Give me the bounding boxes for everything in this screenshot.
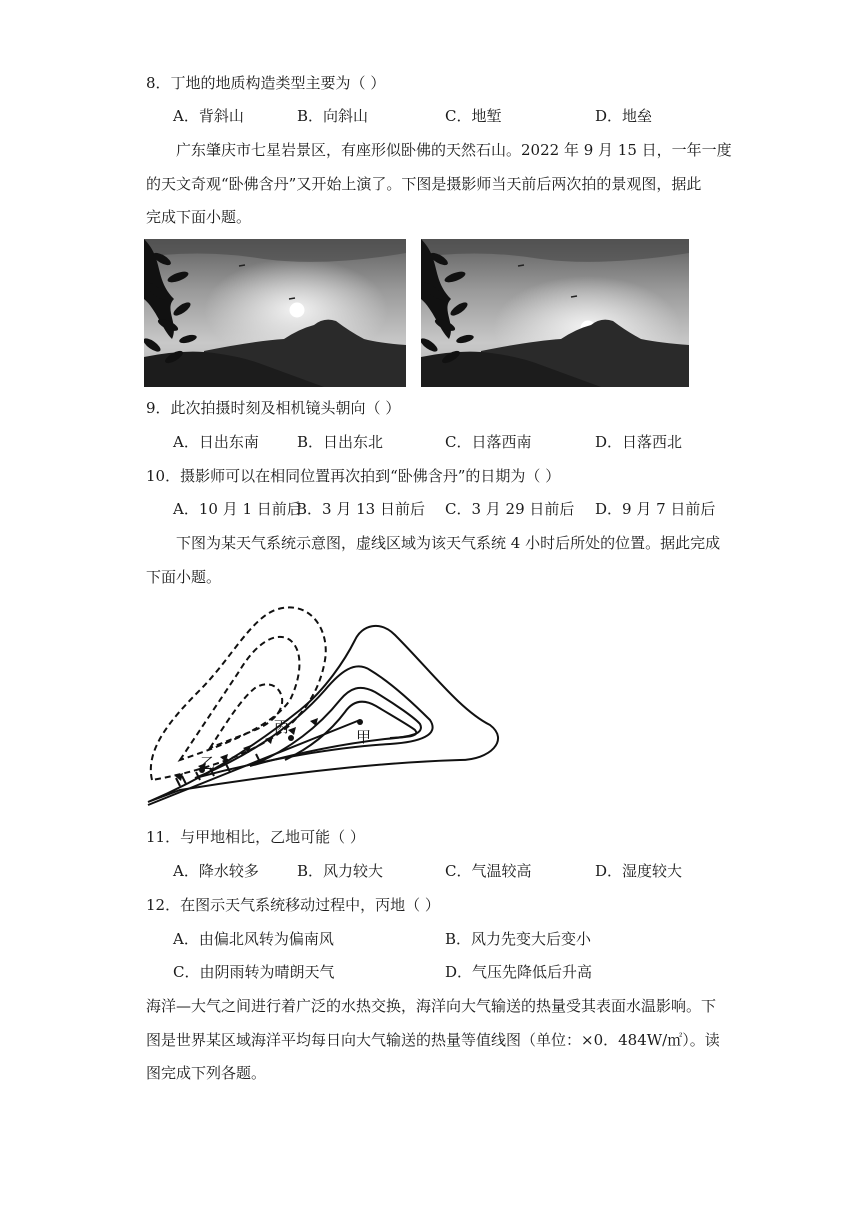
question-10-option-d[interactable]: D．9 月 7 日前后 (595, 500, 716, 518)
question-11-option-b[interactable]: B．风力较大 (297, 862, 384, 880)
question-12-stem: 12．在图示天气系统移动过程中，丙地（ ） (146, 896, 440, 914)
question-9-option-a[interactable]: A．日出东南 (173, 433, 259, 451)
question-9-option-b[interactable]: B．日出东北 (297, 433, 384, 451)
passage-1-line-1: 广东肇庆市七星岩景区，有座形似卧佛的天然石山。2022 年 9 月 15 日，一年一度 (176, 141, 732, 159)
question-8-option-d[interactable]: D．地垒 (595, 107, 653, 125)
question-12-option-a[interactable]: A．由偏北风转为偏南风 (173, 930, 334, 948)
passage-3-line-2: 图是世界某区域海洋平均每日向大气输送的热量等值线图（单位：×0．484W/㎡）。读 (146, 1031, 720, 1049)
question-11-option-d[interactable]: D．湿度较大 (595, 862, 683, 880)
weather-system-diagram (140, 600, 510, 810)
landscape-photo-second (421, 239, 689, 387)
passage-3-line-3: 图完成下列各题。 (146, 1064, 267, 1082)
question-11-stem: 11．与甲地相比，乙地可能（ ） (146, 828, 365, 846)
question-10-option-b[interactable]: B．3 月 13 日前后 (296, 500, 425, 518)
question-9-stem: 9．此次拍摄时刻及相机镜头朝向（ ） (146, 399, 401, 417)
question-10-option-c[interactable]: C．3 月 29 日前后 (445, 500, 575, 518)
passage-2-line-2: 下面小题。 (146, 568, 222, 586)
passage-3-line-1: 海洋—大气之间进行着广泛的水热交换，海洋向大气输送的热量受其表面水温影响。下 (146, 997, 717, 1015)
question-8-stem: 8．丁地的地质构造类型主要为（ ） (146, 74, 386, 92)
passage-1-line-2: 的天文奇观“卧佛含丹”又开始上演了。下图是摄影师当天前后两次拍的景观图，据此 (146, 175, 702, 193)
landscape-photo-first (144, 239, 406, 387)
question-10-stem: 10．摄影师可以在相同位置再次拍到“卧佛含丹”的日期为（ ） (146, 467, 561, 485)
label-jia: 甲 (356, 729, 372, 746)
question-12-option-b[interactable]: B．风力先变大后变小 (445, 930, 592, 948)
question-12-option-c[interactable]: C．由阴雨转为晴朗天气 (173, 963, 335, 981)
question-9-option-d[interactable]: D．日落西北 (595, 433, 683, 451)
label-bing: 丙 (274, 719, 290, 736)
question-9-option-c[interactable]: C．日落西南 (445, 433, 532, 451)
question-8-option-c[interactable]: C．地堑 (445, 107, 502, 125)
passage-1-line-3: 完成下面小题。 (146, 208, 252, 226)
question-8-option-a[interactable]: A．背斜山 (173, 107, 244, 125)
question-11-option-c[interactable]: C．气温较高 (445, 862, 532, 880)
question-12-option-d[interactable]: D．气压先降低后升高 (445, 963, 593, 981)
passage-2-line-1: 下图为某天气系统示意图，虚线区域为该天气系统 4 小时后所处的位置。据此完成 (176, 534, 721, 552)
question-10-option-a[interactable]: A．10 月 1 日前后 (173, 500, 302, 518)
question-11-option-a[interactable]: A．降水较多 (173, 862, 259, 880)
label-yi: 乙 (200, 755, 216, 772)
question-8-option-b[interactable]: B．向斜山 (297, 107, 369, 125)
